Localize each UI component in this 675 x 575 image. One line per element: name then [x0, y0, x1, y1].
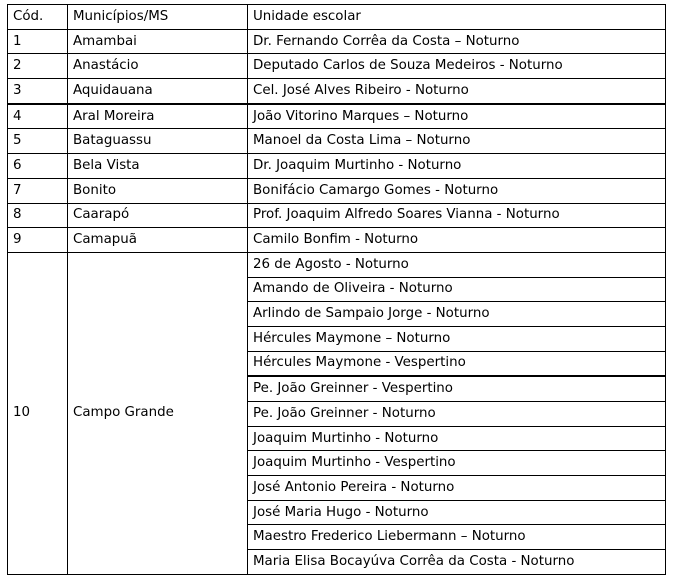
row-school: Bonifácio Camargo Gomes - Noturno [248, 178, 666, 203]
schools-table [7, 4, 666, 575]
group-school: Joaquim Murtinho - Vespertino [248, 451, 666, 476]
row-municipality: Anastácio [68, 54, 248, 79]
group-school: Joaquim Murtinho - Noturno [248, 426, 666, 451]
group-school: José Antonio Pereira - Noturno [248, 476, 666, 501]
row-municipality: Bataguassu [68, 129, 248, 154]
row-code: 3 [8, 79, 68, 104]
table-row [8, 54, 666, 79]
table-row [8, 178, 666, 203]
row-code: 4 [8, 104, 68, 129]
table-row [8, 203, 666, 228]
row-municipality: Amambai [68, 29, 248, 54]
group-code: 10 [8, 252, 68, 574]
table-row [8, 129, 666, 154]
row-municipality: Aquidauana [68, 79, 248, 104]
row-code: 6 [8, 154, 68, 179]
group-school: Arlindo de Sampaio Jorge - Noturno [248, 302, 666, 327]
group-school: 26 de Agosto - Noturno [248, 252, 666, 277]
group-school: Amando de Oliveira - Noturno [248, 277, 666, 302]
row-code: 7 [8, 178, 68, 203]
row-school: Prof. Joaquim Alfredo Soares Vianna - Noturno [248, 203, 666, 228]
row-code: 5 [8, 129, 68, 154]
header-school: Unidade escolar [248, 5, 666, 30]
table-header-row [8, 5, 666, 30]
row-school: Deputado Carlos de Souza Medeiros - Noturno [248, 54, 666, 79]
row-municipality: Aral Moreira [68, 104, 248, 129]
row-code: 8 [8, 203, 68, 228]
group-school: Maestro Frederico Liebermann – Noturno [248, 525, 666, 550]
header-code: Cód. [8, 5, 68, 30]
header-municipality: Municípios/MS [68, 5, 248, 30]
group-municipality: Campo Grande [68, 252, 248, 574]
table-row [8, 29, 666, 54]
row-municipality: Bonito [68, 178, 248, 203]
row-school: Cel. José Alves Ribeiro - Noturno [248, 79, 666, 104]
row-code: 1 [8, 29, 68, 54]
row-school: João Vitorino Marques – Noturno [248, 104, 666, 129]
row-school: Camilo Bonfim - Noturno [248, 228, 666, 253]
row-school: Manoel da Costa Lima – Noturno [248, 129, 666, 154]
group-school: Pe. João Greinner - Vespertino [248, 376, 666, 401]
group-school: Pe. João Greinner - Noturno [248, 402, 666, 427]
group-school: Hércules Maymone – Noturno [248, 326, 666, 351]
row-school: Dr. Joaquim Murtinho - Noturno [248, 154, 666, 179]
group-school: José Maria Hugo - Noturno [248, 500, 666, 525]
group-school: Hércules Maymone - Vespertino [248, 351, 666, 376]
row-code: 9 [8, 228, 68, 253]
table-row [8, 79, 666, 104]
row-municipality: Caarapó [68, 203, 248, 228]
row-code: 2 [8, 54, 68, 79]
table-row [8, 154, 666, 179]
row-municipality: Camapuã [68, 228, 248, 253]
table-row [8, 228, 666, 253]
row-school: Dr. Fernando Corrêa da Costa – Noturno [248, 29, 666, 54]
table-row [8, 252, 666, 277]
row-municipality: Bela Vista [68, 154, 248, 179]
group-school: Maria Elisa Bocayúva Corrêa da Costa - Noturno [248, 550, 666, 575]
table-row [8, 104, 666, 129]
